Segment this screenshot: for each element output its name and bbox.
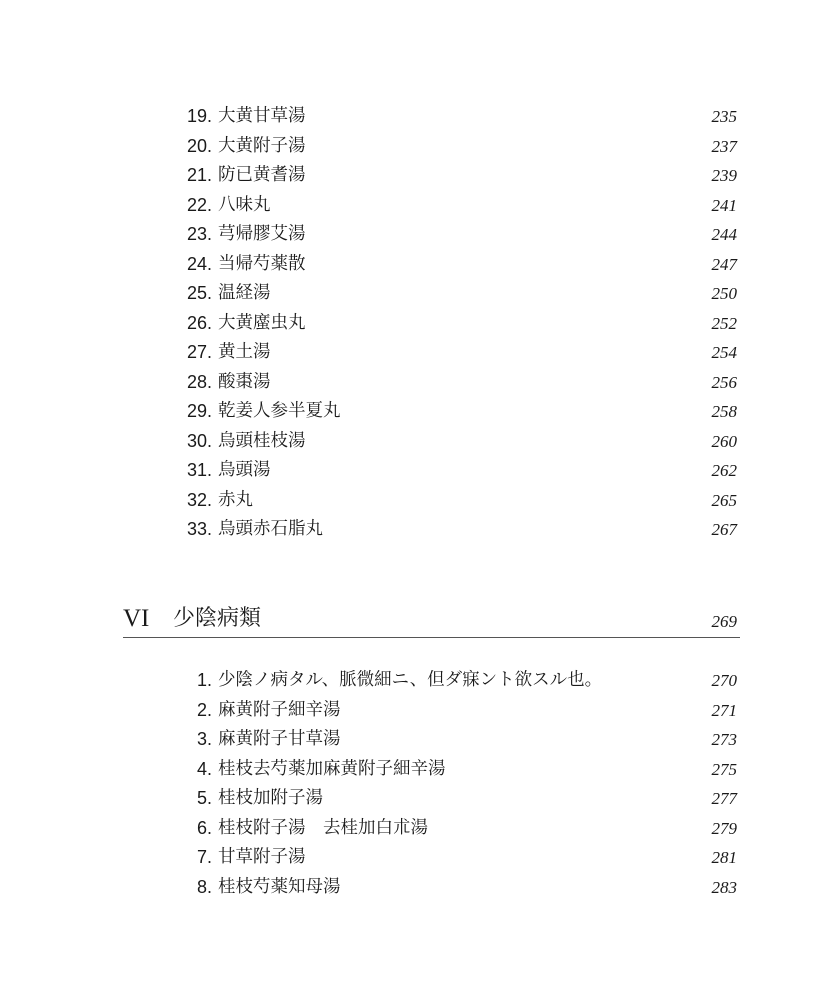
entry-page: 270 <box>711 671 737 690</box>
toc-entry[interactable] <box>0 279 830 308</box>
toc-entry[interactable] <box>0 784 830 813</box>
entry-title: 甘草附子湯 <box>218 847 306 867</box>
entry-page: 281 <box>711 848 737 867</box>
entry-title: 桂枝附子湯 去桂加白朮湯 <box>218 817 428 838</box>
entry-title: 烏頭赤石脂丸 <box>218 519 323 539</box>
entry-title: 酸棗湯 <box>218 371 271 392</box>
entry-number: 31. <box>186 460 212 480</box>
entry-number: 23. <box>186 224 212 244</box>
entry-number: 20. <box>186 135 212 156</box>
entry-number: 30. <box>186 430 212 451</box>
entry-page: 258 <box>711 402 737 421</box>
entry-title: 大黄附子湯 <box>218 135 306 156</box>
entry-title: 少陰ノ病タル、脈微細ニ、但ダ寐ント欲スル也。 <box>218 670 603 690</box>
toc-entry[interactable] <box>0 191 830 220</box>
toc-entry[interactable] <box>0 755 830 784</box>
entry-number: 26. <box>186 312 212 333</box>
toc-entry[interactable] <box>0 368 830 397</box>
toc-entry[interactable] <box>0 102 830 131</box>
toc-entry[interactable] <box>0 725 830 754</box>
entry-title: 八味丸 <box>218 194 271 215</box>
entry-number: 1. <box>196 670 212 690</box>
entry-title: 乾姜人参半夏丸 <box>218 401 341 421</box>
entry-number: 6. <box>196 817 212 838</box>
entry-title: 麻黄附子細辛湯 <box>218 699 341 720</box>
toc-entry[interactable] <box>0 814 830 843</box>
entry-number: 29. <box>186 401 212 421</box>
entry-page: 235 <box>711 107 737 126</box>
toc-entry[interactable] <box>0 161 830 190</box>
entry-title: 烏頭湯 <box>218 460 271 480</box>
entry-number: 32. <box>186 489 212 510</box>
entry-page: 244 <box>711 225 737 244</box>
entry-number: 7. <box>196 847 212 867</box>
entry-title: 桂枝去芍薬加麻黄附子細辛湯 <box>218 758 446 779</box>
entry-number: 19. <box>186 106 212 126</box>
entry-number: 22. <box>186 194 212 215</box>
entry-title: 烏頭桂枝湯 <box>218 430 306 451</box>
entry-page: 250 <box>711 284 737 303</box>
entry-page: 271 <box>711 700 737 720</box>
toc-entry[interactable] <box>0 696 830 725</box>
entry-title: 大黄䗪虫丸 <box>218 312 306 333</box>
entry-page: 247 <box>711 254 737 274</box>
entry-page: 273 <box>711 730 737 749</box>
entry-page: 283 <box>711 877 737 897</box>
chapter-number: VI <box>123 605 150 632</box>
entry-number: 5. <box>196 788 212 808</box>
entry-number: 33. <box>186 519 212 539</box>
entry-number: 3. <box>196 729 212 749</box>
entry-title: 桂枝芍薬知母湯 <box>218 876 341 897</box>
entry-page: 267 <box>711 520 737 539</box>
entry-page: 277 <box>711 789 737 808</box>
chapter-heading[interactable] <box>123 603 740 638</box>
entry-number: 25. <box>186 283 212 303</box>
entry-title: 温経湯 <box>218 283 271 303</box>
toc-entry[interactable] <box>0 132 830 161</box>
toc-entry[interactable] <box>0 456 830 485</box>
entry-page: 275 <box>711 759 737 779</box>
chapter-title: 少陰病類 <box>173 606 262 631</box>
entry-page: 241 <box>711 195 737 215</box>
toc-entry[interactable] <box>0 220 830 249</box>
entry-page: 262 <box>711 461 737 480</box>
entry-number: 27. <box>186 342 212 362</box>
entry-number: 2. <box>196 699 212 720</box>
entry-title: 大黄甘草湯 <box>218 106 306 126</box>
entry-title: 桂枝加附子湯 <box>218 788 323 808</box>
entry-title: 芎帰膠艾湯 <box>218 224 306 244</box>
entry-page: 237 <box>711 136 737 156</box>
entry-title: 麻黄附子甘草湯 <box>218 729 341 749</box>
toc-entry[interactable] <box>0 843 830 872</box>
toc-entry[interactable] <box>0 873 830 902</box>
toc-entry[interactable] <box>0 309 830 338</box>
entry-title: 赤丸 <box>218 489 253 510</box>
toc-entry[interactable] <box>0 397 830 426</box>
entry-page: 260 <box>711 431 737 451</box>
entry-page: 239 <box>711 166 737 185</box>
entry-number: 4. <box>196 758 212 779</box>
entry-title: 防已黄耆湯 <box>218 165 306 185</box>
chapter-page: 269 <box>711 612 737 631</box>
toc-entry[interactable] <box>0 338 830 367</box>
toc-entry[interactable] <box>0 427 830 456</box>
entry-page: 254 <box>711 343 737 362</box>
entry-number: 21. <box>186 165 212 185</box>
toc-entry[interactable] <box>0 250 830 279</box>
entry-title: 当帰芍薬散 <box>218 253 306 274</box>
toc-entry[interactable] <box>0 486 830 515</box>
entry-page: 252 <box>711 313 737 333</box>
entry-title: 黄土湯 <box>218 342 271 362</box>
toc-entry[interactable] <box>0 666 830 695</box>
entry-number: 28. <box>186 371 212 392</box>
toc-entry[interactable] <box>0 515 830 544</box>
entry-page: 265 <box>711 490 737 510</box>
entry-number: 8. <box>196 876 212 897</box>
entry-page: 279 <box>711 818 737 838</box>
entry-number: 24. <box>186 253 212 274</box>
entry-page: 256 <box>711 372 737 392</box>
